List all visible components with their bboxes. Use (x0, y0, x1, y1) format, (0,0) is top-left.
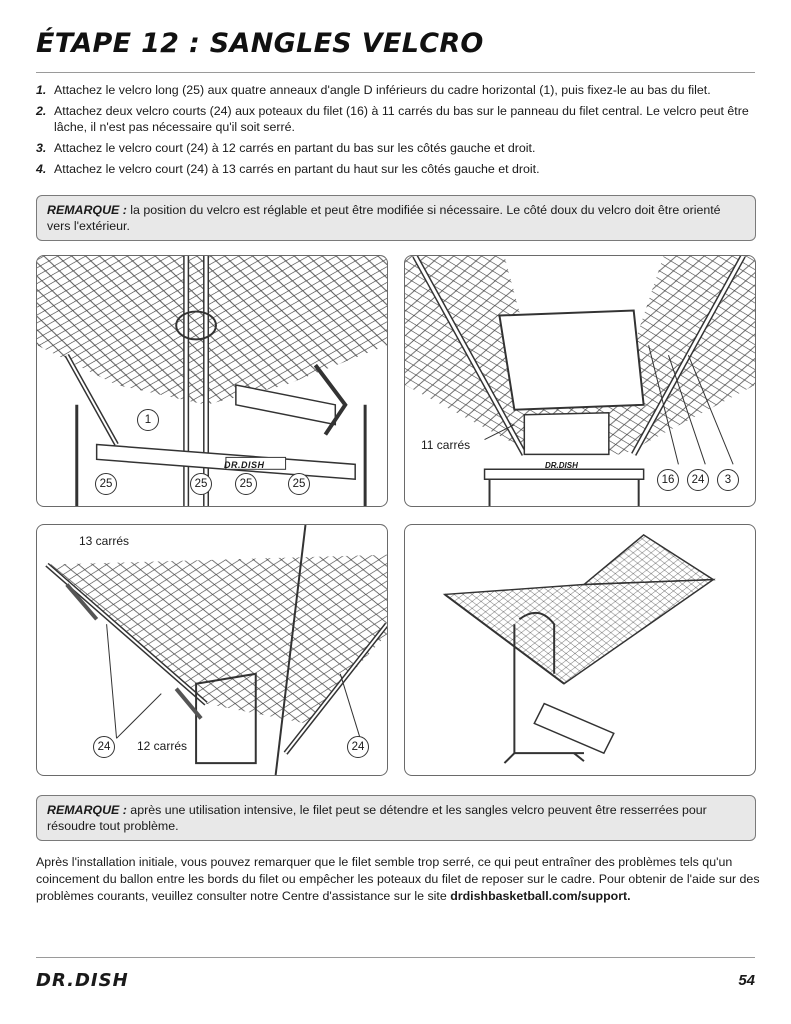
callout-part-25: 25 (288, 473, 310, 495)
callout-part-24: 24 (347, 736, 369, 758)
squares-count-label: 11 carrés (421, 438, 471, 452)
title-divider (36, 72, 755, 73)
figure-illustration (37, 256, 387, 506)
page-number: 54 (738, 972, 755, 989)
support-paragraph: Après l'installation initiale, vous pouvez remarquer que le filet semble trop serré, ce qui peut entraîner des problèmes tels qu'un coincement du ballon entre les bords du filet ou empêcher les poteaux du filet de reposer sur le cadre. Pour obtenir de l'aide sur des problèmes courants, veuillez consulter notre Centre d'assistance sur le site drdishbasketball.com/support. (36, 855, 760, 903)
support-link[interactable]: drdishbasketball.com/support. (450, 889, 631, 903)
steps-list (36, 82, 756, 182)
figure-illustration (405, 256, 755, 506)
step-item: 2. Attachez deux velcro courts (24) aux poteaux du filet (16) à 11 carrés du bas sur le panneau du filet central. Le velcro peut être lâche, il n'est pas nécessaire qu'il soit serré. (36, 104, 749, 134)
callout-part-16: 16 (657, 469, 679, 491)
frame-brand-label: DR.DISH (545, 461, 578, 470)
figure-side-panels (36, 524, 388, 776)
figure-illustration (37, 525, 387, 775)
remark-box: REMARQUE : après une utilisation intensive, le filet peut se détendre et les sangles velcro peuvent être resserrées pour résoudre tout problème. (36, 795, 756, 841)
figure-illustration (405, 525, 755, 775)
callout-part-25: 25 (190, 473, 212, 495)
step-item: 1. Attachez le velcro long (25) aux quatre anneaux d'angle D inférieurs du cadre horizontal (1), puis fixez-le au bas du filet. (36, 83, 711, 97)
step-item: 3. Attachez le velcro court (24) à 12 carrés en partant du bas sur les côtés gauche et droit. (36, 141, 536, 155)
callout-part-1: 1 (137, 409, 159, 431)
callout-part-24: 24 (687, 469, 709, 491)
page-title: ÉTAPE 12 : SANGLES VELCRO (36, 28, 484, 59)
remark-box: REMARQUE : la position du velcro est réglable et peut être modifiée si nécessaire. Le côté doux du velcro doit être orienté vers l'extérieur. (36, 195, 756, 241)
callout-part-25: 25 (235, 473, 257, 495)
figure-frame-anchors (36, 255, 388, 507)
callout-part-25: 25 (95, 473, 117, 495)
squares-count-label: 12 carrés (137, 739, 188, 753)
footer-divider (36, 957, 755, 958)
brand-logo: DR.DISH (36, 970, 129, 991)
step-item: 4. Attachez le velcro court (24) à 13 carrés en partant du haut sur les côtés gauche et droit. (36, 162, 540, 176)
figure-assembled-view (404, 524, 756, 776)
figure-center-panel (404, 255, 756, 507)
callout-part-24: 24 (93, 736, 115, 758)
callout-part-3: 3 (717, 469, 739, 491)
frame-brand-label: DR.DISH (224, 460, 265, 470)
squares-count-label: 13 carrés (79, 534, 130, 548)
